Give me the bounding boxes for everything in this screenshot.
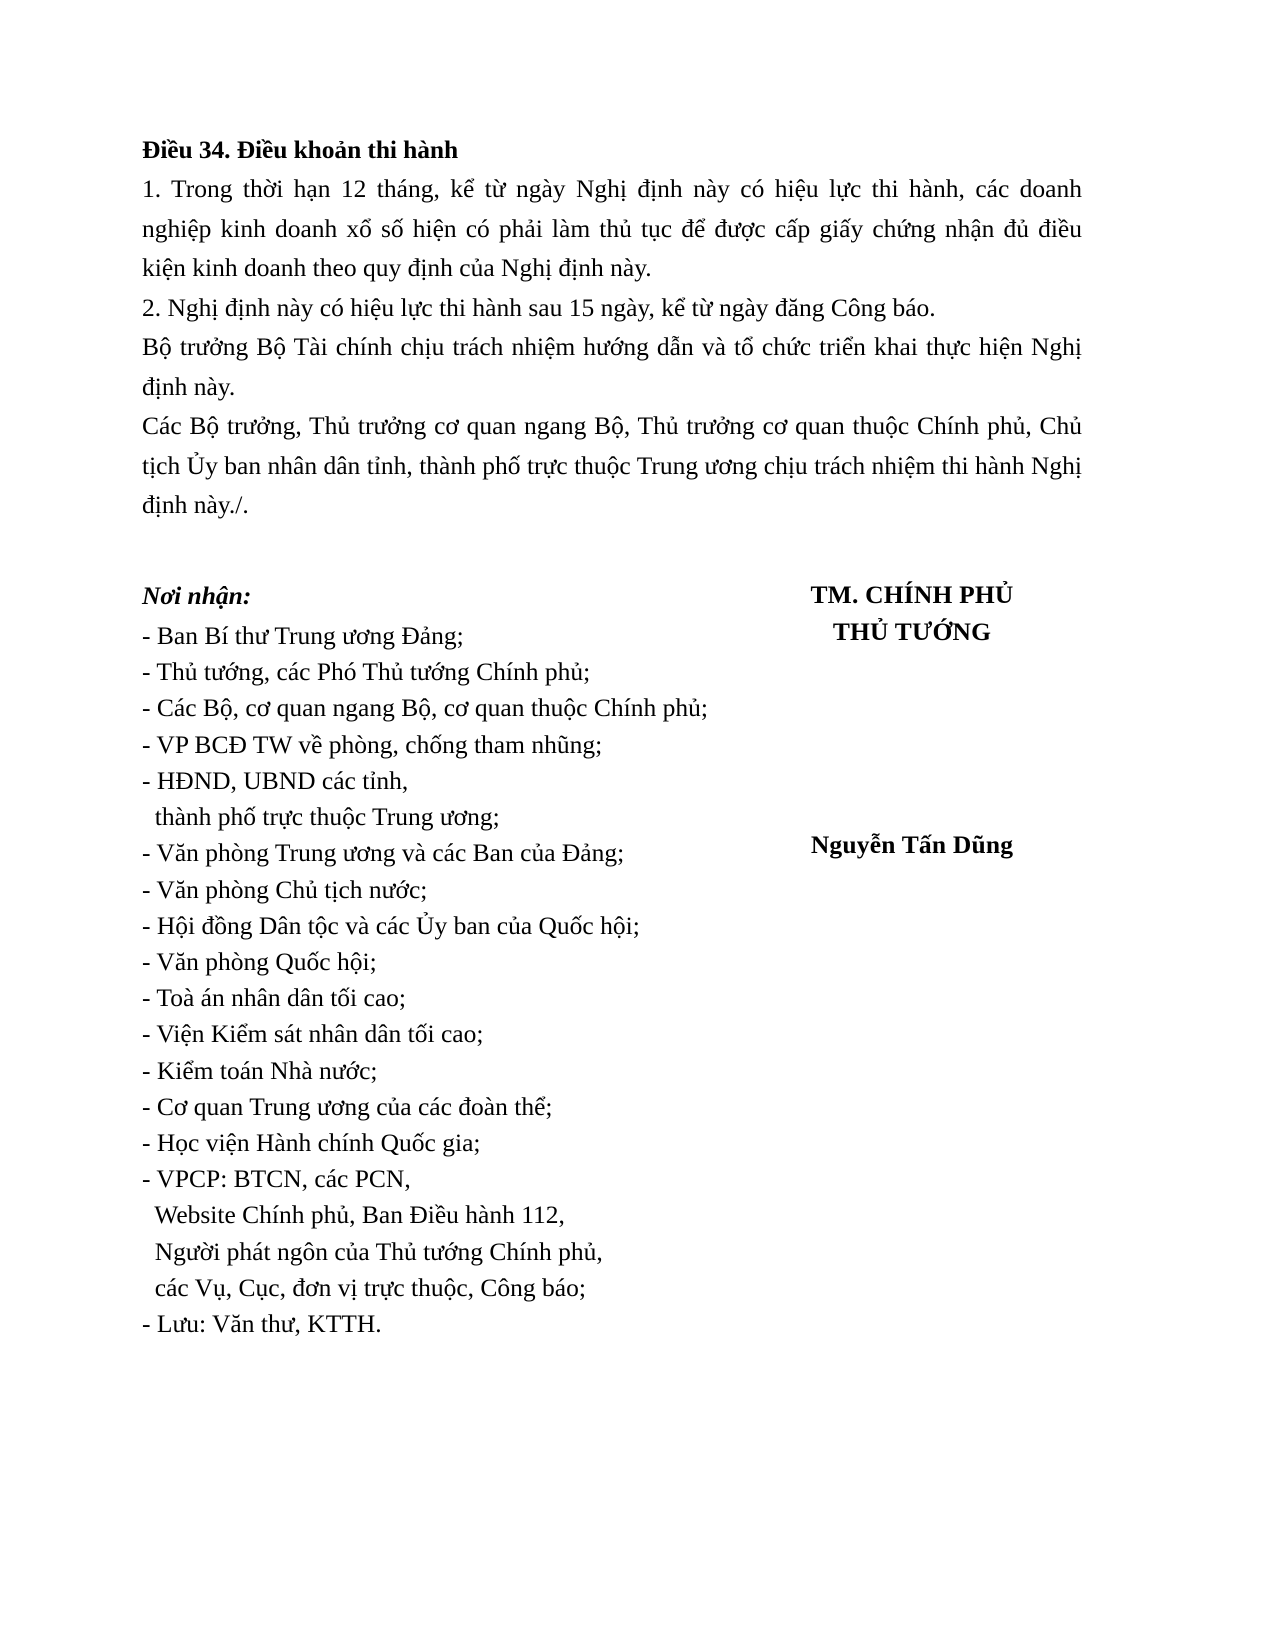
recipient-item: - Học viện Hành chính Quốc gia; xyxy=(142,1127,481,1157)
recipient-item: - Ban Bí thư Trung ương Đảng; xyxy=(142,621,464,651)
recipient-item-continuation: Website Chính phủ, Ban Điều hành 112, xyxy=(142,1200,565,1230)
article-heading: Điều 34. Điều khoản thi hành xyxy=(142,135,459,164)
recipient-item: - Viện Kiểm sát nhân dân tối cao; xyxy=(142,1019,484,1049)
recipient-item: - Thủ tướng, các Phó Thủ tướng Chính phủ; xyxy=(142,657,591,687)
paragraph-1: 1. Trong thời hạn 12 tháng, kể từ ngày Nghị định này có hiệu lực thi hành, các doanh nghiệp kinh doanh xổ số hiện có phải làm thủ tục để được cấp giấy chứng nhận đủ điều kiện kinh doanh theo quy định của Nghị định này. xyxy=(142,174,1082,283)
recipient-item: - Toà án nhân dân tối cao; xyxy=(142,983,406,1013)
signature-block xyxy=(742,577,1082,864)
document-content xyxy=(142,132,1082,1342)
recipient-item: - Hội đồng Dân tộc và các Ủy ban của Quốc hội; xyxy=(142,910,640,940)
signature-space xyxy=(742,651,1082,827)
recipients-block xyxy=(142,577,742,1342)
signature-authority: TM. CHÍNH PHỦ xyxy=(810,579,1014,609)
recipient-item: - VPCP: BTCN, các PCN, xyxy=(142,1164,411,1194)
recipient-item: - Văn phòng Quốc hội; xyxy=(142,946,377,976)
paragraph-3: Bộ trưởng Bộ Tài chính chịu trách nhiệm hướng dẫn và tổ chức triển khai thực hiện Nghị định này. xyxy=(142,332,1082,401)
recipient-item-continuation: thành phố trực thuộc Trung ương; xyxy=(142,802,500,832)
recipient-item: - Văn phòng Chủ tịch nước; xyxy=(142,874,428,904)
signatory-name: Nguyễn Tấn Dũng xyxy=(810,829,1014,859)
recipient-item: - Các Bộ, cơ quan ngang Bộ, cơ quan thuộc Chính phủ; xyxy=(142,693,708,723)
signature-title: THỦ TƯỚNG xyxy=(832,616,992,646)
paragraph-4: Các Bộ trưởng, Thủ trưởng cơ quan ngang Bộ, Thủ trưởng cơ quan thuộc Chính phủ, Chủ tịch Ủy ban nhân dân tỉnh, thành phố trực thuộc Trung ương chịu trách nhiệm thi hành Nghị định này./. xyxy=(142,411,1082,520)
recipient-item: - HĐND, UBND các tỉnh, xyxy=(142,765,409,795)
closing-section xyxy=(142,577,1082,1342)
recipient-item: - Văn phòng Trung ương và các Ban của Đảng; xyxy=(142,838,625,868)
recipient-item-continuation: Người phát ngôn của Thủ tướng Chính phủ, xyxy=(142,1236,603,1266)
paragraph-2: 2. Nghị định này có hiệu lực thi hành sau 15 ngày, kể từ ngày đăng Công báo. xyxy=(142,292,936,322)
recipient-item-continuation: các Vụ, Cục, đơn vị trực thuộc, Công báo; xyxy=(142,1272,586,1302)
recipients-title: Nơi nhận: xyxy=(142,580,252,610)
recipient-item: - Cơ quan Trung ương của các đoàn thể; xyxy=(142,1091,553,1121)
recipient-item: - Lưu: Văn thư, KTTH. xyxy=(142,1308,382,1338)
section-spacer xyxy=(142,525,1082,577)
recipient-item: - VP BCĐ TW về phòng, chống tham nhũng; xyxy=(142,729,603,759)
recipient-item: - Kiểm toán Nhà nước; xyxy=(142,1055,378,1085)
